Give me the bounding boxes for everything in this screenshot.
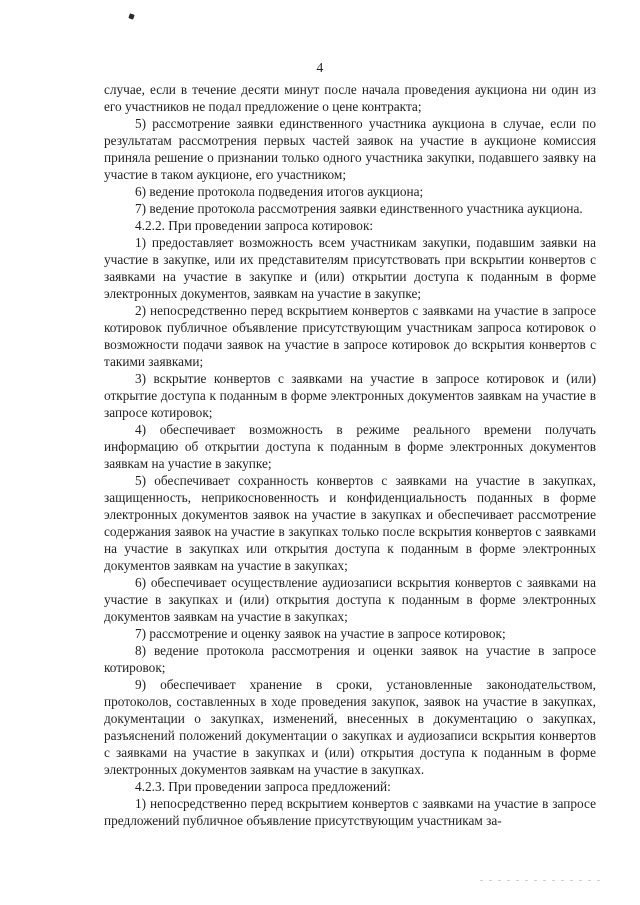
paragraph-item-6-quotes: 6) обеспечивает осуществление аудиозаписи вскрытия конвертов с заявками на участие в закупках и (или) открытия доступа к поданным в форме электронных документов заявкам на участие в закупках; xyxy=(104,575,596,624)
paragraph-item-2-quotes: 2) непосредственно перед вскрытием конвертов с заявками на участие в запросе котировок публичное объявление присутствующим участникам запроса котировок о возможности подачи заявок на участие в запросе котировок до вскрытия конвертов с такими заявками; xyxy=(104,303,596,369)
paragraph-item-8-quotes: 8) ведение протокола рассмотрения и оценки заявок на участие в запросе котировок; xyxy=(104,643,596,675)
body-text xyxy=(104,81,596,829)
paragraph-item-7-quotes: 7) рассмотрение и оценку заявок на участие в запросе котировок; xyxy=(135,626,506,641)
section-heading-4-2-3: 4.2.3. При проведении запроса предложений: xyxy=(135,779,391,794)
paragraph-item-1-quotes: 1) предоставляет возможность всем участникам закупки, подавшим заявки на участие в закупке, или их представителям присутствовать при вскрытии конвертов с заявками на участие в закупке и (или) открытии доступа к поданным в форме электронных документов, заявкам на участие в закупке; xyxy=(104,235,596,301)
paragraph-item-7-auction: 7) ведение протокола рассмотрения заявки единственного участника аукциона. xyxy=(135,201,583,216)
scan-footer-noise xyxy=(480,880,600,881)
paragraph-continuation: случае, если в течение десяти минут после начала проведения аукциона ни один из его участников не подал предложение о цене контракта; xyxy=(104,82,596,114)
paragraph-item-6-auction: 6) ведение протокола подведения итогов аукциона; xyxy=(135,184,424,199)
paragraph-item-1-proposals: 1) непосредственно перед вскрытием конвертов с заявками на участие в запросе предложений публичное объявление присутствующим участникам за- xyxy=(104,796,596,828)
paragraph-item-5-auction: 5) рассмотрение заявки единственного участника аукциона в случае, если по результатам рассмотрения первых частей заявок на участие в аукционе комиссия приняла решение о признании только одного участника закупки, подавшего заявку на участие в таком аукционе, его участником; xyxy=(104,116,596,182)
section-heading-4-2-2: 4.2.2. При проведении запроса котировок: xyxy=(135,218,374,233)
paragraph-item-4-quotes: 4) обеспечивает возможность в режиме реального времени получать информацию об открытии доступа к поданным в форме электронных документов заявкам на участие в закупке; xyxy=(104,422,596,471)
scan-artifact-mark xyxy=(128,13,134,19)
paragraph-item-3-quotes: 3) вскрытие конвертов с заявками на участие в запросе котировок и (или) открытие доступа к поданным в форме электронных документов заявкам на участие в запросе котировок; xyxy=(104,371,596,420)
paragraph-item-5-quotes: 5) обеспечивает сохранность конвертов с заявками на участие в закупках, защищенность, неприкосновенность и конфиденциальность поданных в форме электронных документов заявок на участие в закупках и обеспечивает рассмотрение содержания заявок на участие в закупках только после вскрытия конвертов с заявками на участие в закупках или открытия доступа к поданным в форме электронных документов заявкам на участие в закупках; xyxy=(104,473,596,573)
page-number: 4 xyxy=(316,60,324,75)
paragraph-item-9-quotes: 9) обеспечивает хранение в сроки, установленные законодательством, протоколов, составленных в ходе проведения закупок, заявок на участие в закупках, документации о закупках, изменений, внесенных в документацию о закупках, разъяснений положений документации о закупках и аудиозаписи вскрытия конвертов с заявками на участие в закупках и (или) открытия доступа к поданным в форме электронных документов заявкам на участие в закупках. xyxy=(104,677,596,777)
